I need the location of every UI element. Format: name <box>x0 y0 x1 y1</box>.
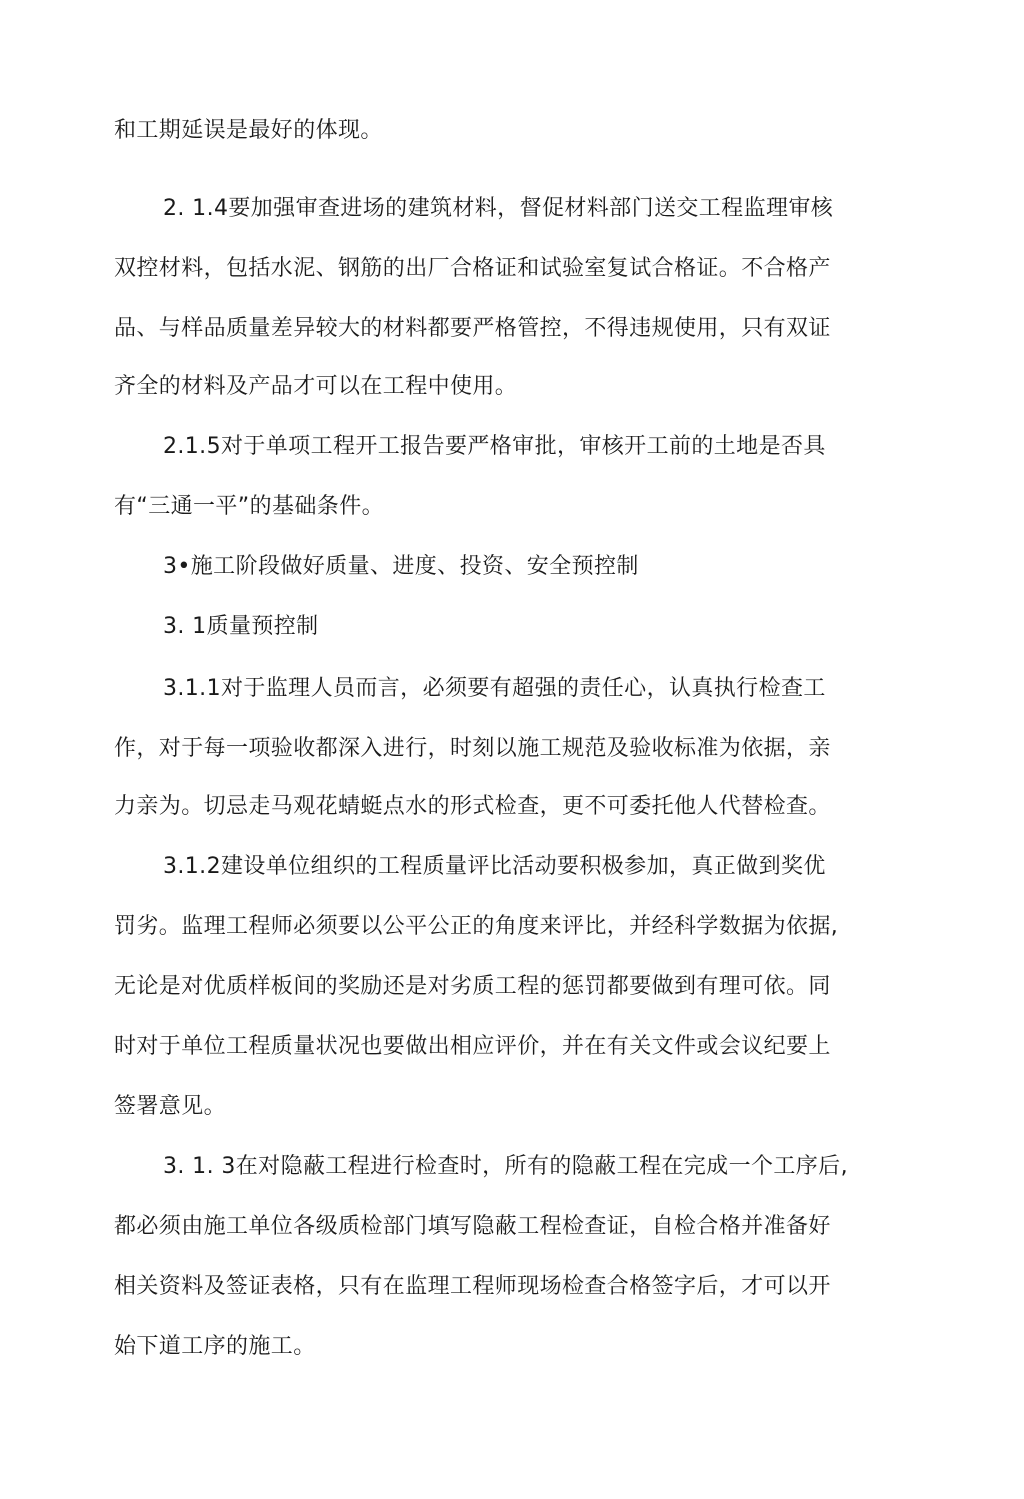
text-line: 都必须由施工单位各级质检部门填写隐蔽工程检查证，自检合格并准备好 <box>114 1214 831 1239</box>
text-line: 无论是对优质样板间的奖励还是对劣质工程的惩罚都要做到有理可依。同 <box>114 974 831 999</box>
text-line: 时对于单位工程质量状况也要做出相应评价，并在有关文件或会议纪要上 <box>114 1034 831 1059</box>
text-line: 有“三通一平”的基础条件。 <box>114 494 384 519</box>
paragraph-2-1-4: 2. 1.4要加强审查进场的建筑材料，督促材料部门送交工程监理审核 <box>163 196 834 221</box>
paragraph-3-1-1: 3.1.1对于监理人员而言，必须要有超强的责任心，认真执行检查工 <box>163 676 826 701</box>
text-line: 品、与样品质量差异较大的材料都要严格管控，不得违规使用，只有双证 <box>114 316 831 341</box>
text-line: 作，对于每一项验收都深入进行，时刻以施工规范及验收标准为依据，亲 <box>114 736 831 761</box>
text-line: 力亲为。切忌走马观花蜻蜓点水的形式检查，更不可委托他人代替检查。 <box>114 794 831 819</box>
text-line: 始下道工序的施工。 <box>114 1334 316 1359</box>
text-line: 相关资料及签证表格，只有在监理工程师现场检查合格签字后，才可以开 <box>114 1274 831 1299</box>
paragraph-3-1-3: 3. 1. 3在对隐蔽工程进行检查时，所有的隐蔽工程在完成一个工序后, <box>163 1154 848 1179</box>
text-line: 齐全的材料及产品才可以在工程中使用。 <box>114 374 518 399</box>
text-line: 签署意见。 <box>114 1094 227 1119</box>
section-heading-3-1: 3. 1质量预控制 <box>163 614 319 639</box>
text-line: 双控材料，包括水泥、钢筋的出厂合格证和试验室复试合格证。不合格产 <box>114 256 831 281</box>
text-line-continuation: 和工期延误是最好的体现。 <box>114 118 383 143</box>
paragraph-2-1-5: 2.1.5对于单项工程开工报告要严格审批，审核开工前的土地是否具 <box>163 434 826 459</box>
paragraph-3-1-2: 3.1.2建设单位组织的工程质量评比活动要积极参加，真正做到奖优 <box>163 854 826 879</box>
text-line: 罚劣。监理工程师必须要以公平公正的角度来评比，并经科学数据为依据, <box>114 914 839 939</box>
section-heading-3: 3•施工阶段做好质量、进度、投资、安全预控制 <box>163 554 639 579</box>
